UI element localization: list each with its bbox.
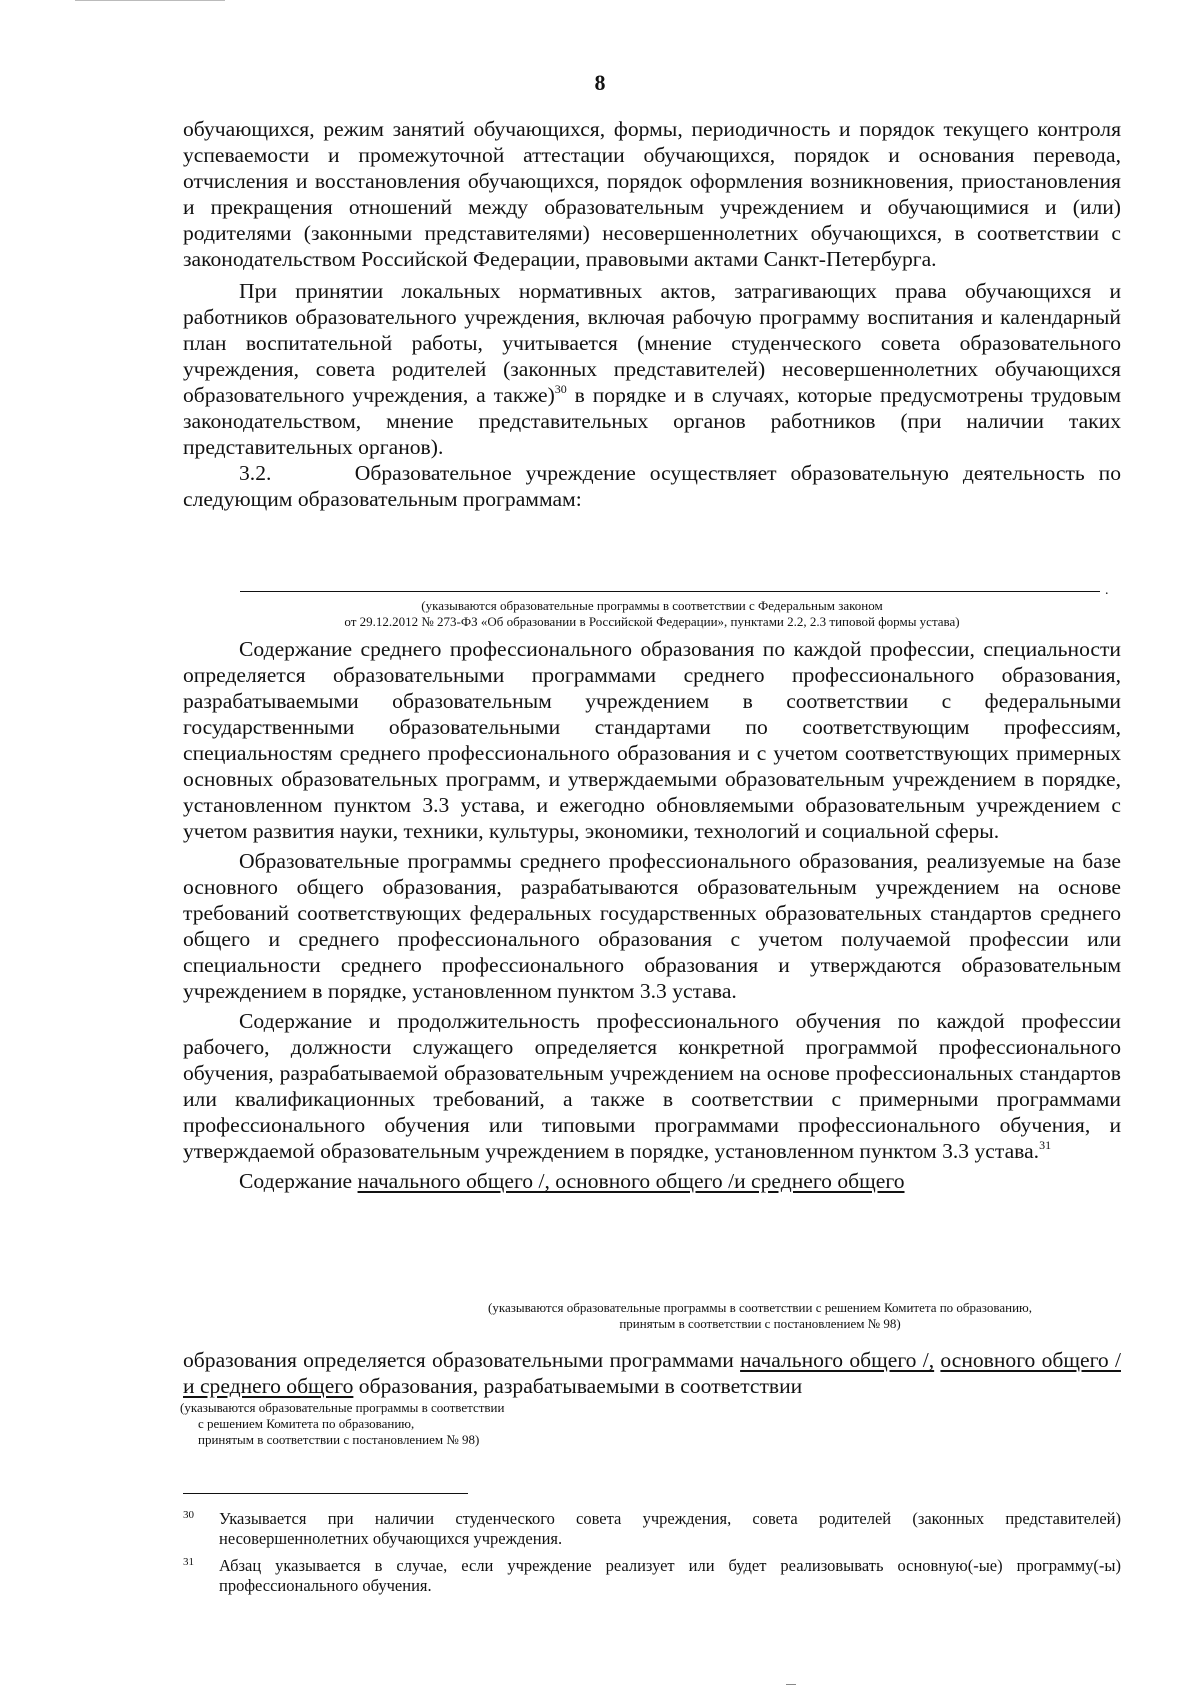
underlined-programs-2b: основного общего /и среднего общего	[183, 1348, 1121, 1398]
main-text-3	[183, 1347, 1121, 1399]
underlined-programs-2a: начального общего /,	[740, 1348, 935, 1372]
note-programs-law-line-2: от 29.12.2012 № 273-ФЗ «Об образовании в Российской Федерации», пунктами 2.2, 2.3 типовой формы устава)	[344, 614, 960, 629]
footnote-31	[183, 1556, 1121, 1596]
footnote-separator	[183, 1493, 468, 1494]
note-committee-2-line-3: принятым в соответствии с постановлением № 98)	[198, 1432, 480, 1447]
footnote-30	[183, 1509, 1121, 1549]
paragraph-general-content	[183, 1168, 1121, 1194]
blank-end-dot: .	[1105, 583, 1109, 598]
note-committee-1-line-1: (указываются образовательные программы в соответствии с решением Комитета по образованию,	[488, 1300, 1032, 1315]
page-number: 8	[594, 70, 606, 95]
underlined-programs-1: начального общего /, основного общего /и среднего общего	[357, 1169, 905, 1193]
footnote-ref-30[interactable]: 30	[554, 382, 567, 396]
main-text-2	[183, 636, 1121, 1194]
paragraph-2-part-b: в порядке и в случаях, которые предусмотрены трудовым законодательством, мнение представительных органов работников (при наличии таких представительных органов).	[183, 383, 1121, 459]
scan-artifact-line	[75, 0, 225, 1]
scan-artifact-mark	[786, 1684, 796, 1685]
footnote-number: 31	[183, 1556, 194, 1568]
paragraph-education-programs	[183, 1347, 1121, 1399]
note-committee-2-line-1: (указываются образовательные программы в соответствии	[180, 1400, 505, 1415]
main-text	[183, 116, 1127, 512]
paragraph-spo-content: Содержание среднего профессионального образования по каждой профессии, специальности определяется образовательными программами среднего профессионального образования, разрабатываемыми образовательным учреждением в соответствии с федеральными государственными образовательными стандартами по соответствующим профессиям, специальностям среднего профессионального образования и с учетом соответствующих примерных основных образовательных программ, и утверждаемыми образовательным учреждением в порядке, установленном пунктом 3.3 устава, и ежегодно обновляемыми образовательным учреждением с учетом развития науки, техники, культуры, экономики, технологий и социальной сферы.	[183, 637, 1121, 843]
note-committee-1-line-2: принятым в соответствии с постановлением № 98)	[619, 1316, 901, 1331]
paragraph-general-lead: Содержание	[239, 1169, 358, 1193]
paragraph-spo-programs: Образовательные программы среднего профессионального образования, реализуемые на базе основного общего образования, разрабатываются образовательным учреждением на основе требований соответствующих федеральных государственных образовательных стандартов среднего общего и среднего профессионального образования с учетом получаемой профессии или специальности среднего профессионального образования и утверждаются образовательным учреждением в порядке, установленном пунктом 3.3 устава.	[183, 849, 1121, 1003]
fill-in-blank-line	[240, 591, 1100, 592]
footnote-ref-31[interactable]: 31	[1039, 1138, 1052, 1152]
paragraph-education-a: образования определяется образовательными программами	[183, 1348, 741, 1372]
paragraph-prof-training	[183, 1008, 1121, 1164]
paragraph-education-b: образования, разрабатываемыми в соответствии	[353, 1374, 803, 1398]
note-programs-law	[183, 598, 1121, 630]
footnote-text: Указывается при наличии студенческого совета учреждения, совета родителей (законных представителей) несовершеннолетних обучающихся учреждения.	[219, 1509, 1121, 1548]
footnote-number: 30	[183, 1509, 194, 1521]
paragraph-3-2: 3.2. Образовательное учреждение осуществляет образовательную деятельность по следующим образовательным программам:	[183, 461, 1127, 511]
note-committee-2	[180, 1400, 600, 1448]
paragraph-2	[183, 278, 1121, 460]
note-committee-1	[380, 1300, 1140, 1332]
paragraph-2-part-a: При принятии локальных нормативных актов, затрагивающих права обучающихся и работников образовательного учреждения, включая рабочую программу воспитания и календарный план воспитательной работы, учитывается (мнение студенческого совета образовательного учреждения, совета родителей (законных представителей) несовершеннолетних обучающихся образовательного учреждения, а также)	[183, 279, 1121, 407]
note-committee-2-line-2: с решением Комитета по образованию,	[198, 1416, 415, 1431]
note-programs-law-line-1: (указываются образовательные программы в соответствии с Федеральным законом	[421, 598, 883, 613]
paragraph-1: обучающихся, режим занятий обучающихся, формы, периодичность и порядок текущего контроля успеваемости и промежуточной аттестации обучающихся, порядок и основания перевода, отчисления и восстановления обучающихся, порядок оформления возникновения, приостановления и прекращения отношений между образовательным учреждением и обучающимися и (или) родителями (законными представителями) несовершеннолетних обучающихся, в соответствии с законодательством Российской Федерации, правовыми актами Санкт-Петербурга.	[183, 117, 1121, 271]
paragraph-prof-training-text: Содержание и продолжительность профессионального обучения по каждой профессии рабочего, должности служащего определяется конкретной программой профессионального обучения, разрабатываемой образовательным учреждением на основе профессиональных стандартов или квалификационных требований, а также в соответствии с примерными программами профессионального обучения или типовыми программами профессионального обучения, и утверждаемой образовательным учреждением в порядке, установленном пунктом 3.3 устава.	[183, 1009, 1121, 1163]
footnote-text: Абзац указывается в случае, если учреждение реализует или будет реализовывать основную(-ые) программу(-ы) профессионального обучения.	[219, 1556, 1121, 1595]
